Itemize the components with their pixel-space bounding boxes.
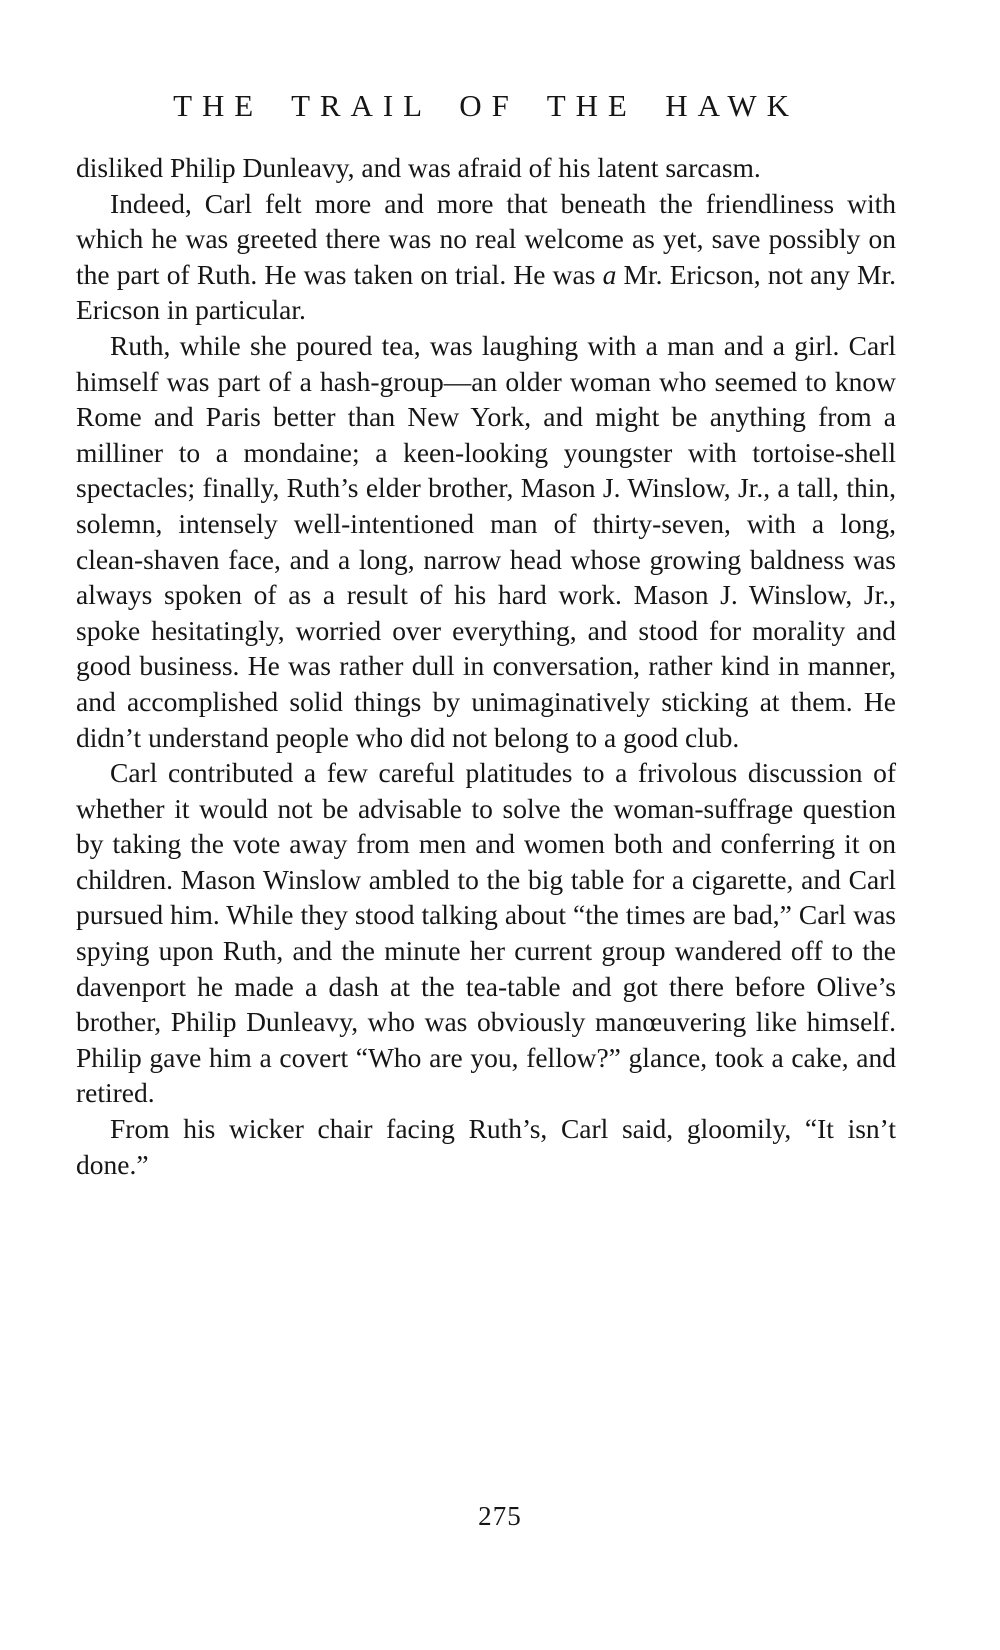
text-run: Indeed, Carl felt more and more that beneath the friendliness with which he was greeted there was no real welcome as yet, save possibly on the part of Ruth. He was taken on trial. He was xyxy=(76,187,896,290)
text-run: From his wicker chair facing Ruth’s, Carl said, gloomily, “It isn’t done.” xyxy=(76,1113,896,1180)
running-head-title: THE TRAIL OF THE HAWK xyxy=(173,88,799,123)
text-run: Mr. Ericson, not any Mr. Ericson in particular. xyxy=(76,258,896,326)
paragraph xyxy=(76,328,896,755)
paragraph xyxy=(76,150,896,186)
text-run: disliked Philip Dunleavy, and was afraid of his latent sarcasm. xyxy=(76,152,761,183)
paragraph xyxy=(76,186,896,328)
page-number: 275 xyxy=(478,1501,522,1531)
paragraph xyxy=(76,755,896,1111)
italic-text-run: a xyxy=(602,258,617,290)
text-run: Carl contributed a few careful platitudes to a frivolous discussion of whether it would not be advisable to solve the woman-suffrage question by taking the vote away from men and women both and conferring it on children. Mason Winslow ambled to the big table for a cigarette, and Carl pursued him. While they stood talking about “the times are bad,” Carl was spying upon Ruth, and the minute her current group wandered off to the davenport he made a dash at the tea-table and got there before Olive’s brother, Philip Dunleavy, who was obviously manœuvering like himself. Philip gave him a covert “Who are you, fellow?” glance, took a cake, and retired. xyxy=(76,757,896,1109)
paragraph xyxy=(76,1111,896,1182)
text-run: Ruth, while she poured tea, was laughing with a man and a girl. Carl himself was part of a hash-group—an older woman who seemed to know Rome and Paris better than New York, and might be anything from a milliner to a mondaine; a keen-looking youngster with tortoise-shell spectacles; finally, Ruth’s elder brother, Mason J. Winslow, Jr., a tall, thin, solemn, intensely well-intentioned man of thirty-seven, with a long, clean-shaven face, and a long, narrow head whose growing baldness was always spoken of as a result of his hard work. Mason J. Winslow, Jr., spoke hesitatingly, worried over everything, and stood for morality and good business. He was rather dull in conversation, rather kind in manner, and accomplished solid things by unimaginatively sticking at them. He didn’t understand people who did not belong to a good club. xyxy=(76,329,896,753)
body-text-block xyxy=(76,150,896,1182)
